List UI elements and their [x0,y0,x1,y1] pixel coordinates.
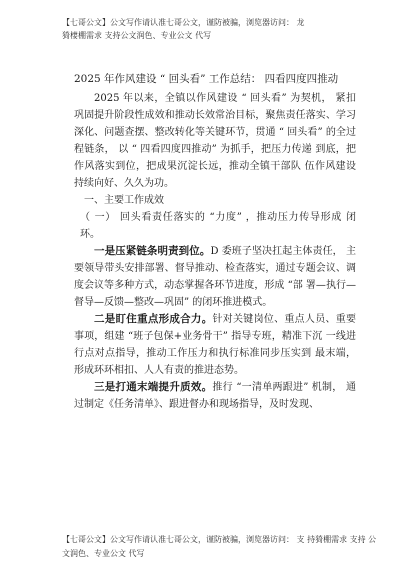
point-text-2: 针对关键岗位、重点人员、重要事项，组建 “班子包保+业务骨干” 指导专班，精准下沉 一线进行点对点指导，推动工作压力和执行标准同步压实到 最末端，形成环环相扣、人人有责的推进态势。 [74,314,357,376]
point-lead-3: 三是打通末端提升质效。 [94,381,213,393]
point-text-3: 推行 “一清单两跟进” 机制， 通过制定《任务清单》、跟进督办和现场指导，及时发现、 [74,382,357,410]
document-body [74,90,356,413]
footer-line-1: 【七哥公文】公文写作请认准七哥公文，谨防被骗，浏览器访问： 支 持猗棚需求 支持 [62,535,366,544]
point-paragraph-1 [74,243,356,311]
footer-line-2: 公文润色、专业公文 代写 [62,535,377,558]
intro-paragraph: 2025 年以来，全镇以作风建设 “ 回头看” 为契机， 紧扣 巩固提升阶段性成效和推动长效常治目标，聚焦责任落实、学习深化、问题查摆、整改转化等关键环节，贯通 “ 回头看” 的全过程链条， 以 “ 四看四度四推动” 为抓手，把压力传递 到底，把作风落实到位，把成果沉淀长远，推动全镇干部队 伍作风建设持续向好、久久为功。 [74,93,356,189]
subsection-heading-1: （ 一） 回头看责任落实的 “力度” ，推动压力传导形成 闭环。 [80,212,356,240]
section-heading-1: 一、主要工作成效 [84,195,164,206]
header-line-2: 猗棲棚需求 支持公文润色、专业公文 代写 [62,31,212,40]
header-line-1: 【七哥公文】公文写作请认准七哥公文，谨防被骗，浏览器访问： 龙 [62,18,305,27]
point-lead-2: 二是盯住重点形成合力。 [94,313,213,325]
point-text-1: D 委班子坚决扛起主体责任， 主要领导带头安排部署、督导推动、检查落实，通过专题会议、调度会议等多种方式，动态掌握各环节进度，形成 “部 署—执行—督导—反馈—整改—巩固” 的闭环推进模式。 [74,246,357,308]
point-paragraph-2 [74,311,356,379]
footer-watermark-note [62,533,382,561]
point-paragraph-3 [74,379,356,413]
document-title: 2025 年作风建设 “ 回头看” 工作总结： 四看四度四推动 [74,73,339,85]
header-watermark-note [62,16,372,42]
point-lead-1: 一是压紧链条明责到位。 [94,245,211,257]
